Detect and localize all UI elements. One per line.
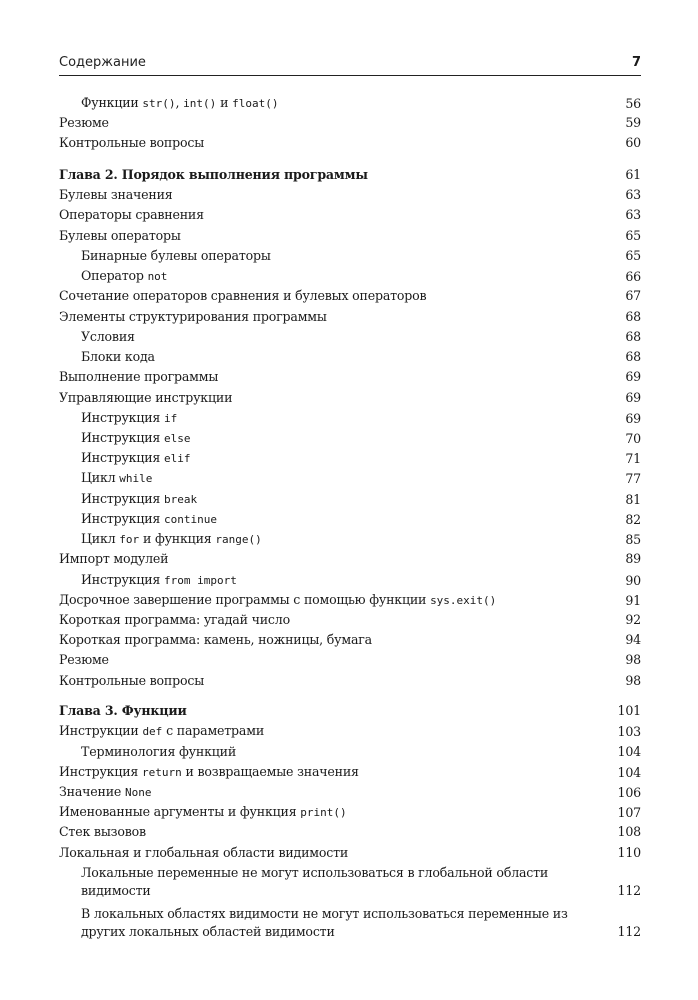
toc-page-number: 56 (625, 96, 641, 111)
toc-entry-title (59, 631, 641, 649)
toc-page-number: 110 (617, 845, 641, 860)
title-text: Локальные переменные не могут использоваться в глобальной области видимости (81, 865, 549, 898)
toc-page-number: 98 (625, 673, 641, 688)
toc-entry (59, 114, 641, 132)
toc-entry (81, 510, 641, 529)
toc-entry-title (81, 247, 641, 265)
title-text: Сочетание операторов сравнения и булевых операторов (59, 288, 427, 303)
title-text: Короткая программа: камень, ножницы, бумага (59, 632, 372, 647)
toc-entry (59, 783, 641, 802)
toc-entry-title (81, 864, 641, 900)
toc-entry (59, 134, 641, 152)
toc-entry (59, 389, 641, 407)
title-text: Элементы структурирования программы (59, 309, 327, 324)
title-text: Короткая программа: угадай число (59, 612, 290, 627)
title-text: Инструкция (81, 450, 164, 465)
toc-page-number: 108 (617, 824, 641, 839)
title-text: Блоки кода (81, 349, 155, 364)
toc-entry (81, 348, 641, 366)
toc-entry (59, 591, 641, 610)
title-text: Инструкции (59, 723, 143, 738)
toc-page-number: 67 (625, 288, 641, 303)
toc-entry-title (81, 469, 641, 488)
toc-entry-title (59, 186, 641, 204)
toc-entry (59, 823, 641, 841)
title-text: Оператор (81, 268, 148, 283)
toc-chapter-entry (59, 166, 641, 184)
code-keyword: elif (163, 452, 191, 465)
title-text: Контрольные вопросы (59, 673, 205, 688)
toc-entry-title (59, 783, 641, 802)
title-text: В локальных областях видимости не могут использоваться переменные из других локальных областей видимости (81, 906, 568, 939)
toc-entry-title (81, 94, 641, 113)
title-text: Локальная и глобальная области видимости (59, 845, 349, 860)
toc-page-number: 68 (625, 329, 641, 344)
toc-entry-title (59, 702, 641, 720)
toc-entry-title (59, 550, 641, 568)
code-keyword: break (163, 493, 198, 506)
title-text: Цикл (81, 470, 120, 485)
title-text: Именованные аргументы и функция (59, 804, 301, 819)
code-keyword: int() (183, 97, 217, 110)
toc-page-number: 82 (625, 512, 641, 527)
toc-page-number: 60 (625, 135, 641, 150)
toc-page-number: 66 (625, 269, 641, 284)
toc-entry-title (59, 803, 641, 822)
toc-entry-title (81, 449, 641, 468)
title-text: Функции (81, 95, 143, 110)
toc-page-number: 77 (625, 471, 641, 486)
toc-entry-title (59, 844, 641, 862)
title-text: Бинарные булевы операторы (81, 248, 271, 263)
toc-page-number: 104 (617, 744, 641, 759)
toc-entry (81, 94, 641, 113)
toc-page-number: 112 (617, 924, 641, 939)
toc-page-number: 85 (625, 532, 641, 547)
running-header-page-number: 7 (631, 55, 641, 70)
toc-page-number: 101 (617, 703, 641, 718)
toc-entry (59, 631, 641, 649)
toc-entry (81, 409, 641, 428)
toc-page-number: 107 (617, 805, 641, 820)
toc-entry-title (81, 510, 641, 529)
toc-page-number: 70 (625, 431, 641, 446)
title-text: Инструкция (81, 491, 164, 506)
code-keyword: None (124, 786, 152, 799)
toc-entry (81, 247, 641, 265)
title-text: Выполнение программы (59, 369, 219, 384)
toc-page-number: 112 (617, 883, 641, 898)
toc-page-number: 68 (625, 309, 641, 324)
title-text: Управляющие инструкции (59, 390, 233, 405)
toc-entry-title (59, 166, 641, 184)
toc-page-number: 69 (625, 390, 641, 405)
toc-entry-title (59, 611, 641, 629)
title-text: Инструкция (81, 511, 164, 526)
title-text: с параметрами (162, 723, 265, 738)
toc-entry-title (59, 722, 641, 741)
toc-entry-title (59, 823, 641, 841)
toc-entry-title (59, 114, 641, 132)
toc-page-number: 71 (625, 451, 641, 466)
toc-entry (59, 803, 641, 822)
toc-entry (59, 186, 641, 204)
toc-entry-title (81, 328, 641, 346)
toc-page-number: 91 (625, 593, 641, 608)
toc-entry (81, 864, 641, 900)
title-text: Цикл (81, 531, 120, 546)
toc-entry-title (59, 763, 641, 782)
code-keyword: float() (232, 97, 279, 110)
title-text: Досрочное завершение программы с помощью функции (59, 592, 431, 607)
toc-entry (59, 651, 641, 669)
toc-entry (81, 328, 641, 346)
title-text: и возвращаемые значения (181, 764, 359, 779)
code-keyword: sys.exit() (430, 594, 497, 607)
running-header-title: Содержание (59, 55, 146, 70)
title-text: , (175, 95, 184, 110)
toc-page-number: 65 (625, 228, 641, 243)
title-text: и (216, 95, 233, 110)
toc-page-number: 106 (617, 785, 641, 800)
toc-chapter-entry (59, 702, 641, 720)
toc-page-number: 63 (625, 207, 641, 222)
toc-entry (81, 449, 641, 468)
toc-entry (81, 571, 641, 590)
code-keyword: print() (300, 806, 347, 819)
toc-page-number: 63 (625, 187, 641, 202)
title-text: Булевы значения (59, 187, 173, 202)
title-text: Условия (81, 329, 135, 344)
title-text: Резюме (59, 652, 109, 667)
toc-page-number: 59 (625, 115, 641, 130)
title-text: Глава 2. Порядок выполнения программы (59, 167, 368, 182)
code-keyword: not (147, 270, 168, 283)
title-text: Терминология функций (81, 744, 237, 759)
code-keyword: def (142, 725, 163, 738)
toc-entry (59, 844, 641, 862)
code-keyword: str() (142, 97, 176, 110)
toc-entry-title (81, 490, 641, 509)
toc-entry (59, 287, 641, 305)
code-keyword: continue (163, 513, 217, 526)
title-text: Контрольные вопросы (59, 135, 205, 150)
toc-entry-title (81, 429, 641, 448)
toc-entry (59, 611, 641, 629)
running-header (59, 53, 641, 76)
toc-entry-title (59, 651, 641, 669)
toc-page-number: 98 (625, 652, 641, 667)
toc-entry (81, 469, 641, 488)
title-text: Резюме (59, 115, 109, 130)
toc-page-number: 61 (625, 167, 641, 182)
title-text: Импорт модулей (59, 551, 169, 566)
toc-entry (81, 905, 641, 941)
code-keyword: while (119, 472, 153, 485)
toc-entry (81, 490, 641, 509)
toc-entry (59, 550, 641, 568)
code-keyword: from import (163, 574, 237, 587)
toc-page-number: 69 (625, 411, 641, 426)
toc-entry (59, 672, 641, 690)
toc-entry (59, 722, 641, 741)
title-text: Инструкция (59, 764, 142, 779)
toc-page-number: 94 (625, 632, 641, 647)
title-text: Значение (59, 784, 125, 799)
code-keyword: range() (215, 533, 262, 546)
toc-entry-title (59, 308, 641, 326)
title-text: Инструкция (81, 430, 164, 445)
toc-entry (81, 743, 641, 761)
title-text: Инструкция (81, 572, 164, 587)
toc-entry (81, 429, 641, 448)
toc-entry-title (59, 368, 641, 386)
toc-page-number: 92 (625, 612, 641, 627)
toc-entry (59, 227, 641, 245)
toc-entry-title (81, 409, 641, 428)
toc-entry (81, 530, 641, 549)
title-text: Инструкция (81, 410, 164, 425)
toc-entry (59, 763, 641, 782)
code-keyword: else (163, 432, 191, 445)
toc-entry (59, 368, 641, 386)
toc-page-number: 81 (625, 492, 641, 507)
title-text: Операторы сравнения (59, 207, 204, 222)
toc-page-number: 89 (625, 551, 641, 566)
code-keyword: for (119, 533, 140, 546)
toc-page-number: 104 (617, 765, 641, 780)
code-keyword: return (141, 766, 182, 779)
toc-entry (59, 206, 641, 224)
toc-page-number: 90 (625, 573, 641, 588)
title-text: Стек вызовов (59, 824, 146, 839)
toc-entry-title (59, 227, 641, 245)
toc-page-number: 69 (625, 369, 641, 384)
toc-page-number: 68 (625, 349, 641, 364)
toc-entry-title (59, 591, 641, 610)
title-text: и функция (139, 531, 216, 546)
toc-entry-title (59, 287, 641, 305)
toc-entry-title (81, 905, 641, 941)
title-text: Булевы операторы (59, 228, 181, 243)
code-keyword: if (163, 412, 178, 425)
toc-page-number: 65 (625, 248, 641, 263)
toc-page-number: 103 (617, 724, 641, 739)
toc-entry-title (81, 348, 641, 366)
toc-entry-title (81, 267, 641, 286)
toc-entry-title (59, 672, 641, 690)
toc-entry-title (59, 206, 641, 224)
title-text: Глава 3. Функции (59, 703, 187, 718)
toc-entry-title (59, 134, 641, 152)
toc-entry-title (81, 530, 641, 549)
toc-entry (81, 267, 641, 286)
toc-entry-title (59, 389, 641, 407)
toc-entry-title (81, 571, 641, 590)
toc-entry (59, 308, 641, 326)
toc-entry-title (81, 743, 641, 761)
